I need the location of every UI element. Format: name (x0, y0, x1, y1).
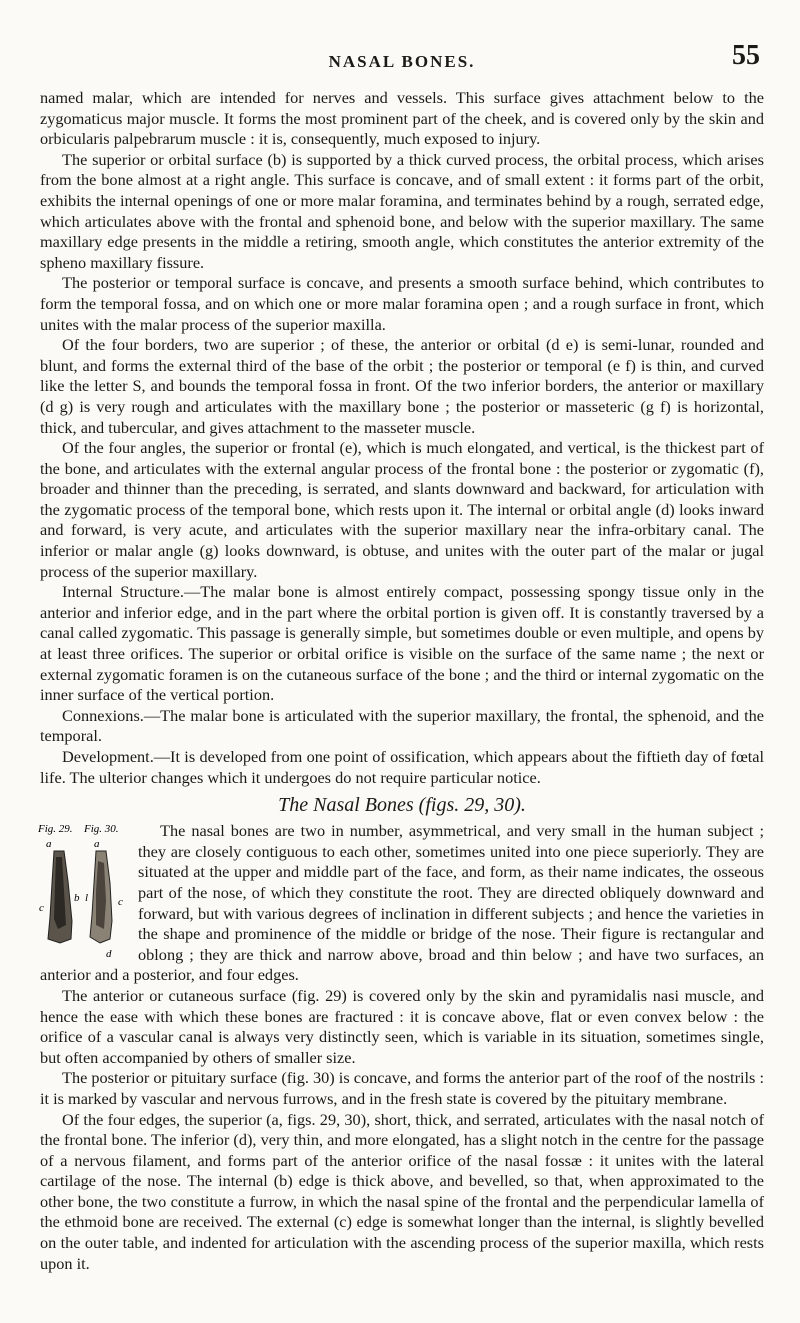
paragraph: Connexions.—The malar bone is articulated with the superior maxillary, the frontal, the sphenoid, and the temporal. (40, 705, 764, 746)
fig30-label: Fig. 30. (84, 823, 119, 836)
paragraph: The nasal bones are two in number, asymmetrical, and very small in the human subject ; they are closely contiguous to each other, sometimes united into one piece superiorly. They are situated at the upper and middle part of the face, and form, as their name indicates, the osseous part of the nose, of which they constitute the root. They are directed obliquely downward and forward, but with various degrees of inclination in different subjects ; and hence the varieties in the shape and prominence of the middle or bridge of the nose. Their figure is rectangular and oblong ; they are thick and narrow above, broad and thin below ; and have two surfaces, an anterior and a posterior, and four edges. (40, 821, 764, 985)
letter-b: b (74, 892, 80, 905)
paragraph: The posterior or pituitary surface (fig. 30) is concave, and forms the anterior part of the roof of the nostrils : it is marked by vascular and nervous furrows, and in the fresh state is covered by the pituitary membrane. (40, 1068, 764, 1108)
paragraph: Of the four edges, the superior (a, figs. 29, 30), short, thick, and serrated, articulates with the nasal notch of the frontal bone. The inferior (d), very thin, and more elongated, has a slight notch in the centre for the passage of a nervous filament, and forms part of the anterior orifice of the nasal fossæ : it unites with the lateral cartilage of the nose. The internal (b) edge is thick above, and bevelled, so that, when approximated to the other bone, the two constitute a furrow, in which the nasal spine of the frontal and the perpendicular lamella of the ethmoid bone are received. The external (c) edge is somewhat longer than the internal, is slightly bevelled on the outer table, and indented for articulation with the ascending process of the superior maxilla, which rests upon it. (40, 1109, 764, 1273)
nasal-bone-figures (38, 821, 130, 963)
letter-c: c (118, 896, 123, 909)
paragraph: The anterior or cutaneous surface (fig. 29) is covered only by the skin and pyramidalis nasi muscle, and hence the ease with which these bones are fractured : it is concave above, flat or even convex below : the orifice of a vascular canal is always very distinctly seen, which is variable in its situation, sometimes single, but often accompanied by others of smaller size. (40, 985, 764, 1067)
paragraph: Of the four borders, two are superior ; of these, the anterior or orbital (d e) is semi-lunar, rounded and blunt, and forms the external third of the base of the orbit ; the posterior or temporal (e f) is thin, and curved like the letter S, and bounds the temporal fossa in front. Of the two inferior borders, the anterior or maxillary (d g) is very rough and articulates with the maxillary bone ; the posterior or masseteric (g f) is horizontal, thick, and tubercular, and gives attachment to the masseter muscle. (40, 335, 764, 437)
paragraph: Internal Structure.—The malar bone is almost entirely compact, possessing spongy tissue only in the anterior and inferior edge, and in the part where the orbital portion is given off. It is constantly traversed by a canal called zygomatic. This passage is generally simple, but sometimes double or even multiple, and opens by at least three orifices. The superior or orbital orifice is visible on the surface of the same name ; the next or external zygomatic foramen is on the cutaneous surface of the bone ; and the third or internal zygomatic on the inner surface of the vertical portion. (40, 582, 764, 705)
running-head-title: NASAL BONES. (328, 52, 476, 71)
figure-text-block (40, 821, 764, 986)
letter-a: a (46, 838, 52, 851)
letter-c: c (39, 902, 44, 915)
paragraph: named malar, which are intended for nerves and vessels. This surface gives attachment below to the zygomaticus major muscle. It forms the most prominent part of the cheek, and is covered only by the skin and orbicularis palpebrarum muscle : it is, consequently, much exposed to injury. (40, 88, 764, 149)
letter-l: l (85, 892, 89, 905)
paragraph: The superior or orbital surface (b) is supported by a thick curved process, the orbital process, which arises from the bone almost at a right angle. This surface is concave, and of small extent : it forms part of the orbit, exhibits the internal openings of one or more malar foramina, and terminates behind by a rough, serrated edge, which articulates above with the frontal and sphenoid bone, and below with the superior maxillary. The same maxillary edge presents in the middle a retiring, smooth angle, which constitutes the anterior extremity of the spheno maxillary fissure. (40, 149, 764, 272)
nasal-bone-illustration-icon (38, 821, 130, 963)
running-head (40, 40, 764, 80)
paragraph: The posterior or temporal surface is concave, and presents a smooth surface behind, which contributes to form the temporal fossa, and on which one or more malar foramina open ; and a rough surface in front, which unites with the malar process of the superior maxilla. (40, 273, 764, 334)
page-number: 55 (732, 40, 760, 71)
paragraph: Development.—It is developed from one point of ossification, which appears about the fiftieth day of fœtal life. The ulterior changes which it undergoes do not require particular notice. (40, 747, 764, 787)
paragraph: Of the four angles, the superior or frontal (e), which is much elongated, and vertical, is the thickest part of the bone, and articulates with the external angular process of the frontal bone : the posterior or zygomatic (f), broader and thinner than the preceding, is serrated, and slants downward and backward, for articulation with the zygomatic process of the temporal bone, which rests upon it. The internal or orbital angle (d) looks inward and forward, is very acute, and articulates with the superior maxillary near the infra-orbitary canal. The inferior or malar angle (g) looks downward, is obtuse, and unites with the outer part of the malar or jugal process of the superior maxillary. (40, 438, 764, 581)
letter-d: d (106, 948, 112, 961)
page-body (40, 88, 764, 1274)
letter-a: a (94, 838, 100, 851)
fig29-label: Fig. 29. (38, 823, 73, 836)
section-heading: The Nasal Bones (figs. 29, 30). (278, 794, 526, 817)
